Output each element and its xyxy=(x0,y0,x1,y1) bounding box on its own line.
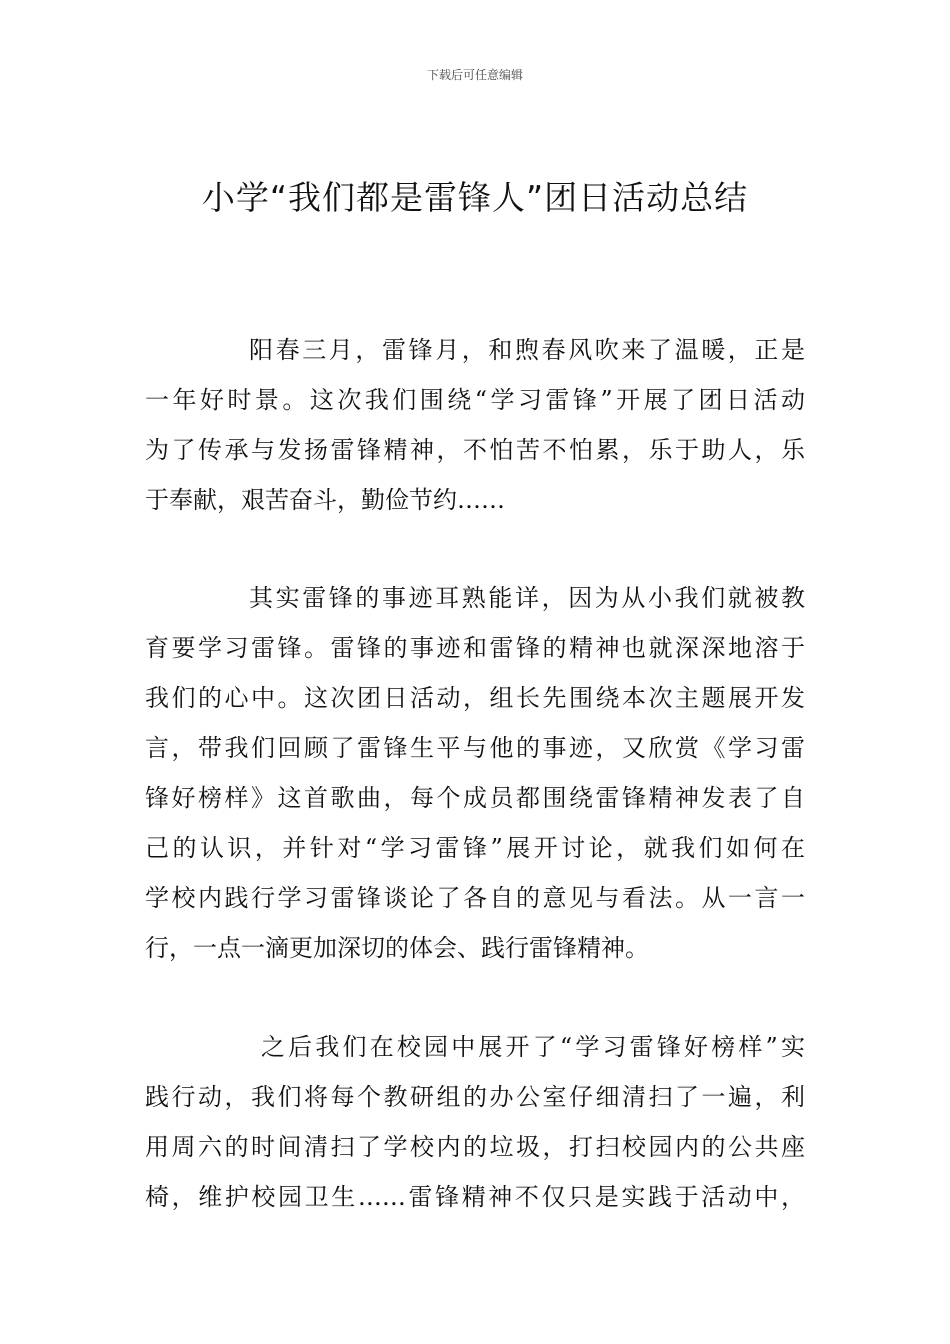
paragraph-line: 学校内践行学习雷锋谈论了各自的意见与看法。从一言一 xyxy=(145,884,805,912)
document-title: 小学“我们都是雷锋人”团日活动总结 xyxy=(201,178,749,217)
paragraph-line: 椅，维护校园卫生……雷锋精神不仅只是实践于活动中， xyxy=(145,1183,805,1211)
paragraph-3 xyxy=(145,1022,805,1222)
paragraph-line: 行，一点一滴更加深切的体会、践行雷锋精神。 xyxy=(145,934,649,962)
paragraph-1 xyxy=(145,325,805,525)
page-header-note: 下载后可任意编辑 xyxy=(426,68,523,82)
paragraph-line: 阳春三月，雷锋月，和煦春风吹来了温暖，正是 xyxy=(249,336,805,364)
paragraph-line: 其实雷锋的事迹耳熟能详，因为从小我们就被教 xyxy=(249,584,805,612)
paragraph-line: 一年好时景。这次我们围绕“学习雷锋”开展了团日活动 xyxy=(145,386,805,414)
paragraph-line: 言，带我们回顾了雷锋生平与他的事迹，又欣赏《学习雷 xyxy=(145,734,805,762)
paragraph-line: 己的认识，并针对“学习雷锋”展开讨论，就我们如何在 xyxy=(145,834,805,862)
paragraph-line: 于奉献，艰苦奋斗，勤俭节约…… xyxy=(145,486,505,514)
paragraph-line: 用周六的时间清扫了学校内的垃圾，打扫校园内的公共座 xyxy=(145,1133,805,1161)
paragraph-line: 锋好榜样》这首歌曲，每个成员都围绕雷锋精神发表了自 xyxy=(145,784,805,812)
paragraph-line: 为了传承与发扬雷锋精神，不怕苦不怕累，乐于助人，乐 xyxy=(145,436,805,464)
paragraph-line: 之后我们在校园中展开了“学习雷锋好榜样”实 xyxy=(261,1033,805,1061)
paragraph-2 xyxy=(145,573,805,973)
paragraph-line: 践行动，我们将每个教研组的办公室仔细清扫了一遍，利 xyxy=(145,1083,805,1111)
paragraph-line: 我们的心中。这次团日活动，组长先围绕本次主题展开发 xyxy=(145,684,805,712)
paragraph-line: 育要学习雷锋。雷锋的事迹和雷锋的精神也就深深地溶于 xyxy=(145,634,805,662)
